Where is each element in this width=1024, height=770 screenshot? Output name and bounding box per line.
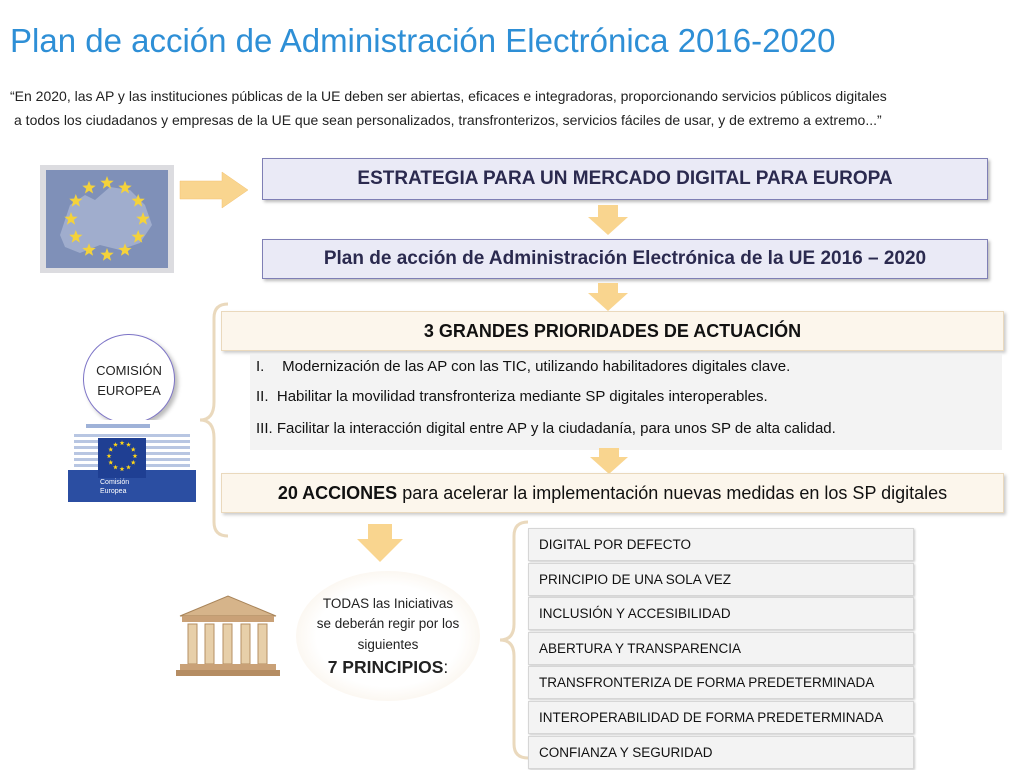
commission-building-icon bbox=[68, 420, 196, 502]
principles-circle: TODAS las Iniciativas se deberán regir por los siguientes 7 PRINCIPIOS: bbox=[296, 571, 480, 701]
down-arrow-icon bbox=[588, 205, 628, 235]
down-arrow-icon bbox=[588, 283, 628, 311]
strategy-box: ESTRATEGIA PARA UN MERCADO DIGITAL PARA EUROPA bbox=[262, 158, 988, 200]
eu-map-icon bbox=[40, 165, 174, 273]
action-plan-box: Plan de acción de Administración Electrónica de la UE 2016 – 2020 bbox=[262, 239, 988, 279]
commission-circle: COMISIÓN EUROPEA bbox=[83, 334, 175, 424]
principle-item: TRANSFRONTERIZA DE FORMA PREDETERMINADA bbox=[528, 666, 914, 699]
principle-item: ABERTURA Y TRANSPARENCIA bbox=[528, 632, 914, 665]
priorities-header: 3 GRANDES PRIORIDADES DE ACTUACIÓN bbox=[221, 311, 1004, 351]
down-arrow-icon bbox=[357, 524, 403, 562]
principle-item: CONFIANZA Y SEGURIDAD bbox=[528, 736, 914, 769]
priorities-list bbox=[250, 354, 1002, 450]
quote-line-2: a todos los ciudadanos y empresas de la UE que sean personalizados, transfronterizos, servicios fáciles de usar, y de extremo a extremo...” bbox=[14, 112, 882, 128]
priority-item: I. Modernización de las AP con las TIC, utilizando habilitadores digitales clave. bbox=[256, 358, 791, 375]
quote-line-1: “En 2020, las AP y las instituciones públicas de la UE deben ser abiertas, eficaces e integradoras, proporcionando servicios públicos digitales bbox=[10, 88, 887, 104]
down-arrow-icon bbox=[590, 448, 628, 474]
brace-icon bbox=[496, 520, 532, 760]
principle-item: PRINCIPIO DE UNA SOLA VEZ bbox=[528, 563, 914, 596]
page-title: Plan de acción de Administración Electrónica 2016-2020 bbox=[10, 22, 836, 59]
principles-list bbox=[528, 528, 914, 770]
priority-item: III. Facilitar la interacción digital entre AP y la ciudadanía, para unos SP de alta calidad. bbox=[256, 420, 836, 437]
priority-item: II. Habilitar la movilidad transfronteriza mediante SP digitales interoperables. bbox=[256, 388, 768, 405]
svg-text:Comisión: Comisión bbox=[100, 479, 130, 486]
principle-item: DIGITAL POR DEFECTO bbox=[528, 528, 914, 561]
principle-item: INTEROPERABILIDAD DE FORMA PREDETERMINADA bbox=[528, 701, 914, 734]
principle-item: INCLUSIÓN Y ACCESIBILIDAD bbox=[528, 597, 914, 630]
temple-icon bbox=[176, 594, 280, 678]
actions-box: 20 ACCIONES para acelerar la implementación nuevas medidas en los SP digitales bbox=[221, 473, 1004, 513]
svg-text:Europea: Europea bbox=[100, 488, 127, 495]
right-arrow-icon bbox=[180, 170, 250, 210]
